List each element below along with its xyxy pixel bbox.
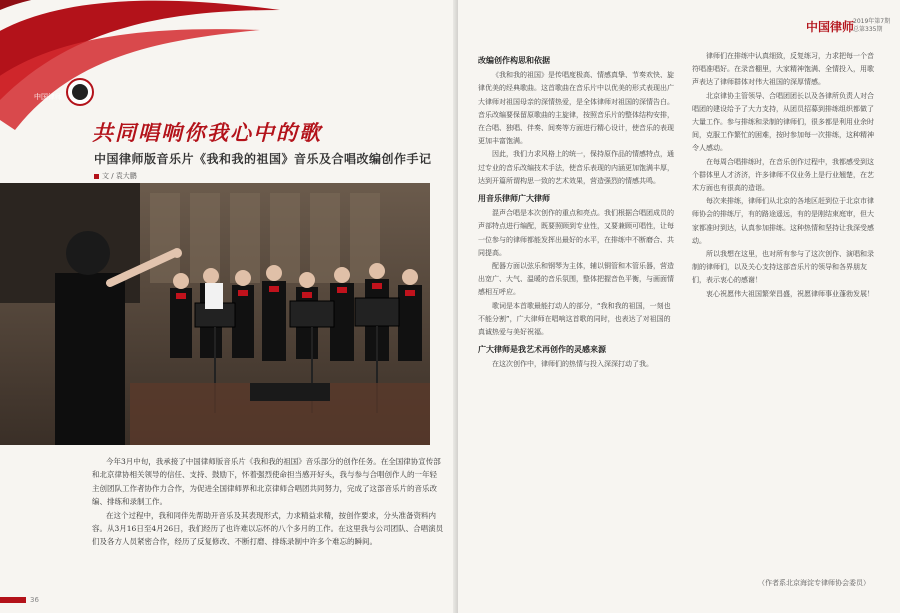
right-page [458,0,900,613]
magazine-logo: 中国律师 [806,20,855,34]
body-paragraph: 在每周合唱排练时，在音乐创作过程中，我都感受到这个群体里人才济济，许多律师不仅业务上是行业翘楚，在艺术方面也有很高的造诣。 [692,157,874,193]
page-number: 36 [30,596,39,604]
body-paragraph: 因此，我们力求风格上的统一，保持原作品的情感特点，通过专业的音乐改编技术手法，使音乐表现的内涵更加饱满丰厚，达到开篇所谓构思一致的艺术效果，营造强烈的情感共鸣。 [478,150,674,185]
section-heading: 改编创作构思和依据 [478,56,550,65]
issue-line: 2019年第7期 [853,18,891,25]
issue-info [853,18,900,34]
page-number-bar [0,597,26,603]
intro-paragraph-1: 今年3月中旬，我承接了中国律师版音乐片《我和我的祖国》音乐部分的创作任务。在全国律协宣传部和北京律协相关领导的信任、支持、鼓励下，怀着强烈使命担当感开好头，我与参与合唱创作人的一年轻主创团队工作者协作力合作，为促进全国律师界和北京律师合唱团共同努力，完成了这部音乐片的音乐改编、排练和录制工作。 [92,457,441,507]
byline-text: 文 / 袁大鹏 [102,172,137,180]
author-note: （作者系北京海淀专律师协会委员） [758,579,870,587]
text-column-1 [478,50,676,372]
body-paragraph: 律师们在排练中认真细致，反复练习，力求把每一个音符唱准唱好。在录音棚里，大家精神饱满、全情投入，用歌声表达了律师群体对伟大祖国的深厚情感。 [692,52,874,87]
choir-recording-photo [0,183,430,445]
body-paragraph: 在这次创作中，律师们的热情与投入深深打动了我。 [492,360,653,369]
issue-total-line: 总第335期 [853,26,883,33]
intro-paragraph-2: 在这个过程中，我和同伴先帮助开音乐及其表现形式，力求精益求精，按创作要求，分头准备资料内容。从3月16日至4月26日，我们经历了也许难以忘怀的八个多月的工作。在这里我与公司团队、合唱演员们及各方人员紧密合作，经历了反复修改、不断打磨、排练录制中许多个难忘的瞬间。 [92,510,444,547]
badge-label: 中国律师 [34,93,62,101]
body-paragraph: 衷心祝愿伟大祖国繁荣昌盛，祝愿律师事业蓬勃发展！ [706,289,874,298]
article-intro-text [92,455,444,549]
body-paragraph: 每次来排练，律师们从北京的各地区赶到位于北京市律师协会的排练厅，有的路途遥远，有的是刚结束庭审，但大家都准时到达，认真参加排练。这种热情和坚持让我深受感动。 [692,197,874,245]
section-heading: 用音乐律师广大律师 [478,194,550,204]
byline [94,171,137,181]
byline-marker [94,174,99,179]
text-column-2 [692,50,880,301]
body-paragraph: 所以我想在这里，也对所有参与了这次创作、演唱和录制的律师们，以及关心支持这部音乐片的领导和各界朋友们，表示衷心的感谢！ [692,250,874,285]
masthead-badge [58,76,118,108]
article-title: 共同唱响你我心中的歌 [92,120,322,145]
body-paragraph: 混声合唱是本次创作的重点和亮点。我们根据合唱团成员的声部特点进行编配，既要照顾到专业性，又要兼顾可唱性，让每一位参与的律师都能发挥出最好的水平，在排练中不断磨合、共同提高。 [478,209,674,257]
body-paragraph: 《我和我的祖国》是传唱度极高、情感真挚、节奏欢快、旋律优美的经典歌曲。这首歌曲在音乐片中以优美的形式表现出广大律师对祖国母亲的深情热爱，是全体律师对祖国的深情告白。音乐改编要保留原歌曲的主旋律，按照音乐片的整体结构安排，在合唱、独唱、伴奏、间奏等方面进行精心设计，使音乐的表现更加丰富饱满。 [478,71,674,146]
body-paragraph: 配器方面以弦乐和钢琴为主体，辅以铜管和木管乐器，营造出宽广、大气、温暖的音乐氛围，整体把握音色平衡，与画面情感相互呼应。 [478,262,674,297]
body-paragraph: 北京律协主管领导、合唱团团长以及各律所负责人对合唱团的建设给予了大力支持，从团员招募到排练组织都做了大量工作。参与排练和录制的律师们，很多都是利用业余时间，克服工作繁忙的困难，按时参加每一次排练，这种精神令人感动。 [692,91,874,153]
section-heading: 广大律师是我艺术再创作的灵感来源 [478,345,606,355]
article-subtitle: 中国律师版音乐片《我和我的祖国》音乐及合唱改编创作手记 [94,152,432,166]
body-paragraph: 歌词是本首歌最能打动人的部分，“我和我的祖国，一刻也不能分割”，广大律师在唱响这首歌的同时，也表达了对祖国的真诚热爱与美好祝福。 [478,301,671,337]
